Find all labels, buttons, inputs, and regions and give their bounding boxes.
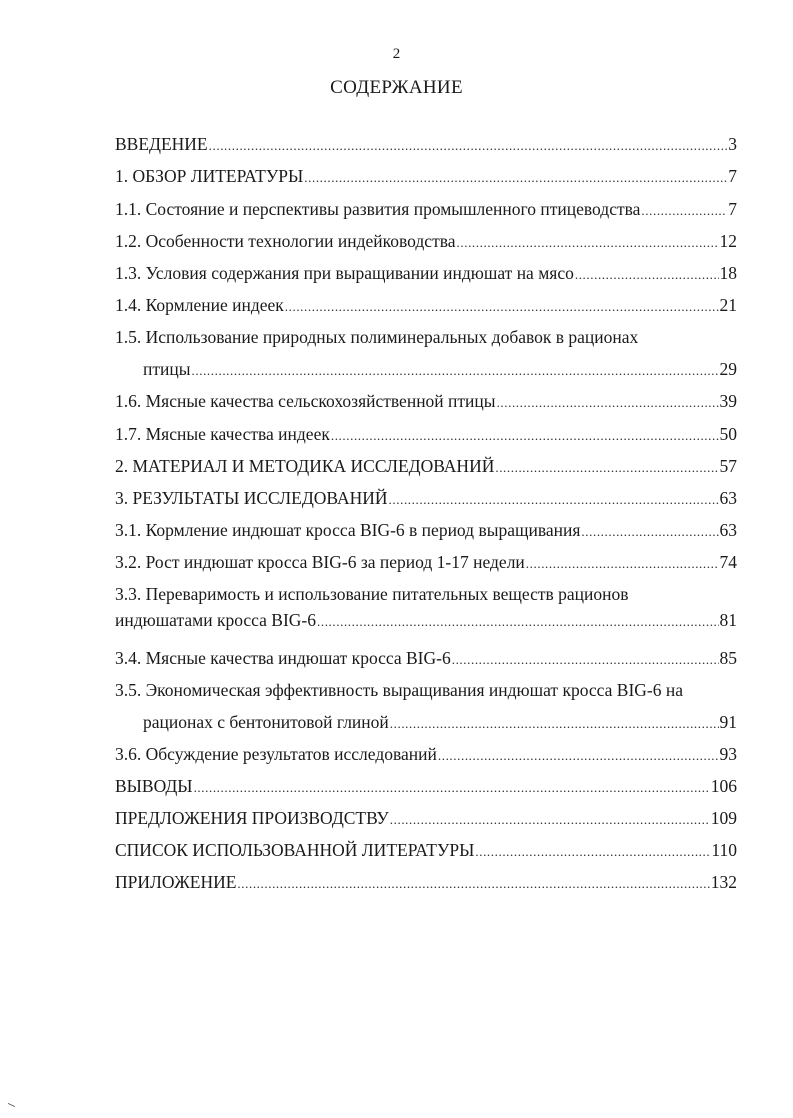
toc-entry-1-1[interactable] bbox=[115, 198, 737, 222]
toc-entry-references[interactable] bbox=[115, 839, 737, 863]
toc-label: ПРИЛОЖЕНИЕ bbox=[115, 872, 237, 892]
leader-dots bbox=[390, 713, 719, 735]
toc-page-number: 7 bbox=[728, 199, 737, 219]
toc-page-number: 50 bbox=[719, 424, 737, 444]
toc-label: 1.6. Мясные качества сельскохозяйственной птицы bbox=[115, 391, 496, 411]
toc-page-number: 81 bbox=[719, 610, 737, 630]
toc-entry-1-7[interactable] bbox=[115, 423, 737, 447]
toc-label: 1. ОБЗОР ЛИТЕРАТУРЫ bbox=[115, 166, 304, 186]
toc-page-number: 85 bbox=[719, 648, 737, 668]
toc-label: 1.3. Условия содержания при выращивании индюшат на мясо bbox=[115, 263, 574, 283]
toc-page-number: 74 bbox=[719, 552, 737, 572]
toc-entry-3-3[interactable] bbox=[115, 609, 737, 633]
toc-entry-chapter-2[interactable] bbox=[115, 455, 737, 479]
toc-page-number: 132 bbox=[710, 872, 737, 892]
toc-entry-3-6[interactable] bbox=[115, 743, 737, 767]
toc-entry-3-3-line1[interactable] bbox=[115, 583, 737, 605]
leader-dots bbox=[237, 873, 709, 895]
leader-dots bbox=[457, 232, 719, 254]
leader-dots bbox=[641, 200, 727, 222]
toc-entry-3-2[interactable] bbox=[115, 551, 737, 575]
toc-label: ВЫВОДЫ bbox=[115, 776, 193, 796]
toc-page-number: 63 bbox=[719, 520, 737, 540]
toc-label: 1.2. Особенности технологии индейководства bbox=[115, 231, 456, 251]
toc-entry-1-5-line1[interactable] bbox=[115, 326, 737, 348]
toc-label: 3.4. Мясные качества индюшат кросса BIG-6 bbox=[115, 648, 451, 668]
toc-page-number: 91 bbox=[719, 712, 737, 732]
toc-label: 3.2. Рост индюшат кросса BIG-6 за период 1-17 недели bbox=[115, 552, 525, 572]
toc-label: 2. МАТЕРИАЛ И МЕТОДИКА ИССЛЕДОВАНИЙ bbox=[115, 456, 495, 476]
leader-dots bbox=[192, 360, 719, 382]
toc-entry-3-5[interactable] bbox=[143, 711, 737, 735]
toc-entry-intro[interactable] bbox=[115, 133, 737, 157]
leader-dots bbox=[389, 489, 719, 511]
page-title: СОДЕРЖАНИЕ bbox=[330, 77, 463, 98]
toc-label: СПИСОК ИСПОЛЬЗОВАННОЙ ЛИТЕРАТУРЫ bbox=[115, 840, 475, 860]
toc-label: 1.1. Состояние и перспективы развития промышленного птицеводства bbox=[115, 199, 641, 219]
leader-dots bbox=[438, 745, 719, 767]
leader-dots bbox=[495, 457, 718, 479]
toc-label: ПРЕДЛОЖЕНИЯ ПРОИЗВОДСТВУ bbox=[115, 808, 389, 828]
toc-entry-3-5-line1[interactable] bbox=[115, 679, 737, 701]
leader-dots bbox=[452, 649, 719, 671]
leader-dots bbox=[209, 135, 728, 157]
toc-page-number: 3 bbox=[728, 134, 737, 154]
toc-entry-3-1[interactable] bbox=[115, 519, 737, 543]
leader-dots bbox=[304, 167, 727, 189]
toc-label: 3.3. Переваримость и использование питательных веществ рационов bbox=[115, 584, 629, 604]
toc-entry-chapter-3[interactable] bbox=[115, 487, 737, 511]
toc-entry-chapter-1[interactable] bbox=[115, 165, 737, 189]
toc-page-number: 110 bbox=[711, 840, 737, 860]
toc-label: 1.5. Использование природных полиминеральных добавок в рационах bbox=[115, 327, 639, 347]
toc-page-number: 93 bbox=[719, 744, 737, 764]
toc-entry-1-4[interactable] bbox=[115, 294, 737, 318]
toc-label: 3.6. Обсуждение результатов исследований bbox=[115, 744, 437, 764]
toc-entry-conclusions[interactable] bbox=[115, 775, 737, 799]
toc-label: индюшатами кросса BIG-6 bbox=[115, 610, 316, 630]
toc-page-number: 57 bbox=[719, 456, 737, 476]
leader-dots bbox=[475, 841, 710, 863]
leader-dots bbox=[575, 264, 719, 286]
leader-dots bbox=[331, 425, 719, 447]
page-number: 2 bbox=[392, 46, 401, 62]
toc-page-number: 7 bbox=[728, 166, 737, 186]
toc-page-number: 106 bbox=[710, 776, 737, 796]
toc-label: 3. РЕЗУЛЬТАТЫ ИССЛЕДОВАНИЙ bbox=[115, 488, 388, 508]
toc-entry-3-4[interactable] bbox=[115, 647, 737, 671]
toc-page-number: 12 bbox=[719, 231, 737, 251]
toc-entry-1-6[interactable] bbox=[115, 390, 737, 414]
scan-mark: ⸜ bbox=[3, 1093, 18, 1112]
toc-entry-1-3[interactable] bbox=[115, 262, 737, 286]
toc-page-number: 63 bbox=[719, 488, 737, 508]
leader-dots bbox=[581, 521, 718, 543]
toc-label: 3.1. Кормление индюшат кросса BIG-6 в период выращивания bbox=[115, 520, 581, 540]
toc-page-number: 109 bbox=[710, 808, 737, 828]
toc-entry-1-2[interactable] bbox=[115, 230, 737, 254]
toc-page-number: 21 bbox=[719, 295, 737, 315]
leader-dots bbox=[390, 809, 710, 831]
toc-label: 3.5. Экономическая эффективность выращивания индюшат кросса BIG-6 на bbox=[115, 680, 683, 700]
toc-page-number: 18 bbox=[719, 263, 737, 283]
toc-entry-1-5[interactable] bbox=[143, 358, 737, 382]
toc-label: рационах с бентонитовой глиной bbox=[143, 712, 389, 732]
leader-dots bbox=[317, 611, 719, 633]
toc-label: птицы bbox=[143, 359, 191, 379]
toc-label: 1.4. Кормление индеек bbox=[115, 295, 284, 315]
toc-page-number: 39 bbox=[719, 391, 737, 411]
leader-dots bbox=[526, 553, 719, 575]
toc-page-number: 29 bbox=[719, 359, 737, 379]
leader-dots bbox=[285, 296, 719, 318]
toc-entry-appendix[interactable] bbox=[115, 871, 737, 895]
toc-label: ВВЕДЕНИЕ bbox=[115, 134, 208, 154]
leader-dots bbox=[497, 392, 719, 414]
toc-label: 1.7. Мясные качества индеек bbox=[115, 424, 330, 444]
leader-dots bbox=[194, 777, 710, 799]
toc-entry-proposals[interactable] bbox=[115, 807, 737, 831]
